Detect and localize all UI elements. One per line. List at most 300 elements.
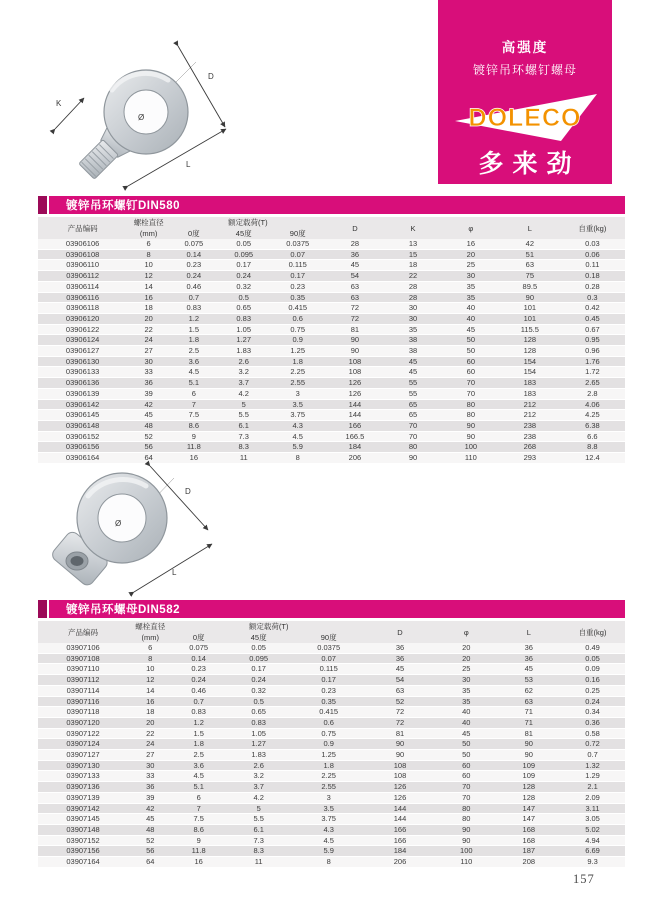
cell: 0.5 (225, 696, 293, 707)
cell: 7.3 (218, 431, 270, 442)
cell: 27 (128, 750, 172, 761)
cell: 5.1 (170, 378, 218, 389)
cell: 1.5 (172, 728, 225, 739)
cell: 52 (127, 431, 170, 442)
cell: 40 (435, 717, 498, 728)
cell: 4.94 (560, 835, 625, 846)
cell: 0.83 (170, 303, 218, 314)
cell: 0.9 (292, 739, 364, 750)
cell: 2.6 (225, 760, 293, 771)
cell: 0.05 (560, 653, 625, 664)
cell: 03907133 (38, 771, 128, 782)
cell: 0.23 (292, 685, 364, 696)
cell: 16 (128, 696, 172, 707)
cell: 1.05 (218, 324, 270, 335)
cell: 10 (127, 260, 170, 271)
cell: 10 (128, 664, 172, 675)
cell: 166 (365, 835, 435, 846)
cell: 0.17 (218, 260, 270, 271)
cell: 25 (435, 664, 498, 675)
cell: 8.3 (225, 846, 293, 857)
cell: 45 (384, 356, 442, 367)
cell: 50 (435, 750, 498, 761)
cell: 0.83 (225, 717, 293, 728)
cell: 0.17 (225, 664, 293, 675)
cell: 33 (127, 367, 170, 378)
cell: 90 (442, 431, 500, 442)
cell: 108 (326, 356, 385, 367)
table-row (38, 356, 625, 367)
table-row (38, 685, 625, 696)
cell: 28 (384, 292, 442, 303)
col-d: D (365, 621, 435, 644)
cell: 16 (172, 857, 225, 868)
cell: 1.76 (560, 356, 625, 367)
cell: 147 (498, 803, 561, 814)
cell: 0.6 (270, 313, 326, 324)
table-row (38, 846, 625, 857)
cell: 0.05 (218, 239, 270, 249)
cell: 03907122 (38, 728, 128, 739)
table-row (38, 388, 625, 399)
cell: 72 (365, 717, 435, 728)
cell: 3.11 (560, 803, 625, 814)
cell: 22 (128, 728, 172, 739)
cell: 28 (326, 239, 385, 249)
cell: 3.75 (270, 410, 326, 421)
cell: 18 (384, 260, 442, 271)
cell: 48 (127, 420, 170, 431)
cell: 36 (365, 653, 435, 664)
brand-tagline-line2: 镀锌吊环螺钉螺母 (472, 63, 577, 77)
cell: 1.27 (225, 739, 293, 750)
cell: 20 (442, 249, 500, 260)
table-row (38, 760, 625, 771)
cell: 36 (326, 249, 385, 260)
cell: 75 (500, 271, 560, 282)
cell: 6.1 (218, 420, 270, 431)
table-row (38, 675, 625, 686)
cell: 8 (127, 249, 170, 260)
cell: 90 (326, 346, 385, 357)
cell: 03906122 (38, 324, 127, 335)
cell: 36 (498, 643, 561, 653)
cell: 03907106 (38, 643, 128, 653)
cell: 115.5 (500, 324, 560, 335)
cell: 03907124 (38, 739, 128, 750)
cell: 90 (365, 739, 435, 750)
cell: 90 (498, 739, 561, 750)
cell: 27 (127, 346, 170, 357)
cell: 0.115 (292, 664, 364, 675)
din582-rows (38, 643, 625, 867)
cell: 45 (384, 367, 442, 378)
cell: 2.55 (270, 378, 326, 389)
cell: 52 (365, 696, 435, 707)
cell: 03906112 (38, 271, 127, 282)
table-row (38, 303, 625, 314)
cell: 0.07 (270, 249, 326, 260)
cell: 03906106 (38, 239, 127, 249)
cell: 1.05 (225, 728, 293, 739)
cell: 20 (435, 643, 498, 653)
cell: 54 (365, 675, 435, 686)
col-0deg: 0度 (170, 228, 218, 239)
cell: 60 (442, 367, 500, 378)
cell: 0.96 (560, 346, 625, 357)
cell: 0.83 (218, 313, 270, 324)
cell: 0.25 (560, 685, 625, 696)
cell: 11.8 (170, 442, 218, 453)
cell: 20 (435, 653, 498, 664)
cell: 90 (384, 453, 442, 464)
cell: 0.23 (270, 281, 326, 292)
cell: 1.8 (170, 335, 218, 346)
cell: 6.1 (225, 824, 293, 835)
col-l: L (500, 217, 560, 240)
nut-dim-l-label: L (172, 568, 177, 577)
cell: 5 (218, 399, 270, 410)
cell: 108 (365, 760, 435, 771)
table-row (38, 420, 625, 431)
table-row (38, 324, 625, 335)
table-row (38, 249, 625, 260)
col-bolt-diameter: 螺栓直径(mm) (127, 217, 170, 240)
table-row (38, 643, 625, 653)
cell: 62 (498, 685, 561, 696)
title-bar-accent (38, 600, 49, 618)
cell: 183 (500, 388, 560, 399)
table-row (38, 335, 625, 346)
cell: 5.1 (172, 782, 225, 793)
cell: 12 (127, 271, 170, 282)
cell: 60 (435, 760, 498, 771)
cell: 268 (500, 442, 560, 453)
cell: 16 (170, 453, 218, 464)
cell: 0.17 (292, 675, 364, 686)
table-row (38, 717, 625, 728)
cell: 0.415 (270, 303, 326, 314)
cell: 64 (128, 857, 172, 868)
din580-header (38, 217, 625, 240)
cell: 70 (384, 431, 442, 442)
cell: 03907142 (38, 803, 128, 814)
cell: 45 (127, 410, 170, 421)
cell: 16 (127, 292, 170, 303)
cell: 81 (365, 728, 435, 739)
title-bar-accent (38, 196, 49, 214)
cell: 110 (435, 857, 498, 868)
col-phi: φ (442, 217, 500, 240)
cell: 128 (498, 792, 561, 803)
cell: 6.69 (560, 846, 625, 857)
cell: 52 (128, 835, 172, 846)
cell: 108 (365, 771, 435, 782)
table-row (38, 750, 625, 761)
cell: 55 (384, 388, 442, 399)
cell: 18 (127, 303, 170, 314)
cell: 8.6 (170, 420, 218, 431)
cell: 183 (500, 378, 560, 389)
cell: 0.24 (225, 675, 293, 686)
cell: 5.5 (225, 814, 293, 825)
cell: 3.5 (292, 803, 364, 814)
cell: 38 (384, 335, 442, 346)
cell: 0.72 (560, 739, 625, 750)
cell: 70 (435, 782, 498, 793)
din580-title: 镀锌吊环螺钉DIN580 (66, 200, 180, 212)
cell: 03907116 (38, 696, 128, 707)
eye-bolt-photo (28, 34, 233, 192)
table-row (38, 824, 625, 835)
cell: 1.25 (270, 346, 326, 357)
cell: 28 (384, 281, 442, 292)
cell: 0.36 (560, 717, 625, 728)
cell: 154 (500, 356, 560, 367)
cell: 42 (127, 399, 170, 410)
table-row (38, 664, 625, 675)
cell: 0.09 (560, 664, 625, 675)
cell: 63 (500, 260, 560, 271)
col-weight: 自重(kg) (560, 217, 625, 240)
cell: 4.3 (270, 420, 326, 431)
page-number: 157 (573, 872, 595, 886)
col-d: D (326, 217, 385, 240)
cell: 12.4 (560, 453, 625, 464)
cell: 4.2 (218, 388, 270, 399)
cell: 1.32 (560, 760, 625, 771)
cell: 35 (384, 324, 442, 335)
cell: 0.115 (270, 260, 326, 271)
cell: 65 (384, 410, 442, 421)
din582-section (38, 600, 625, 868)
cell: 0.58 (560, 728, 625, 739)
cell: 03907114 (38, 685, 128, 696)
cell: 2.6 (218, 356, 270, 367)
cell: 1.83 (218, 346, 270, 357)
cell: 2.09 (560, 792, 625, 803)
table-row (38, 313, 625, 324)
cell: 35 (442, 292, 500, 303)
table-row (38, 653, 625, 664)
cell: 03906156 (38, 442, 127, 453)
cell: 72 (326, 303, 385, 314)
cell: 6 (127, 239, 170, 249)
cell: 166 (365, 824, 435, 835)
cell: 90 (442, 420, 500, 431)
cell: 212 (500, 410, 560, 421)
cell: 30 (127, 356, 170, 367)
cell: 166 (326, 420, 385, 431)
cell: 1.2 (172, 717, 225, 728)
cell: 206 (326, 453, 385, 464)
cell: 20 (127, 313, 170, 324)
col-product-code: 产品编码 (38, 217, 127, 240)
cell: 0.34 (560, 707, 625, 718)
cell: 03907108 (38, 653, 128, 664)
nut-dim-phi-label: Ø (115, 519, 122, 528)
nut-dim-d-label: D (185, 487, 191, 496)
cell: 0.075 (170, 239, 218, 249)
cell: 187 (498, 846, 561, 857)
table-row (38, 782, 625, 793)
cell: 0.415 (292, 707, 364, 718)
cell: 70 (384, 420, 442, 431)
cell: 168 (498, 824, 561, 835)
table-row (38, 857, 625, 868)
cell: 24 (127, 335, 170, 346)
cell: 39 (128, 792, 172, 803)
cell: 0.06 (560, 249, 625, 260)
table-row (38, 728, 625, 739)
table-row (38, 410, 625, 421)
cell: 0.095 (225, 653, 293, 664)
eye-nut-drawing (50, 473, 174, 588)
cell: 03906127 (38, 346, 127, 357)
din582-title: 镀锌吊环螺母DIN582 (66, 604, 180, 616)
din580-rows (38, 239, 625, 463)
cell: 40 (435, 707, 498, 718)
cell: 238 (500, 420, 560, 431)
cell: 8 (270, 453, 326, 464)
bolt-dim-d-label: D (208, 72, 214, 81)
cell: 7.5 (170, 410, 218, 421)
cell: 147 (498, 814, 561, 825)
cell: 109 (498, 771, 561, 782)
cell: 0.7 (170, 292, 218, 303)
cell: 80 (442, 399, 500, 410)
cell: 109 (498, 760, 561, 771)
cell: 5.02 (560, 824, 625, 835)
cell: 128 (498, 782, 561, 793)
cell: 71 (498, 717, 561, 728)
cell: 6 (172, 792, 225, 803)
cell: 0.83 (172, 707, 225, 718)
cell: 81 (498, 728, 561, 739)
cell: 35 (435, 696, 498, 707)
cell: 0.65 (218, 303, 270, 314)
cell: 56 (128, 846, 172, 857)
cell: 128 (500, 335, 560, 346)
cell: 8.8 (560, 442, 625, 453)
cell: 03907152 (38, 835, 128, 846)
cell: 110 (442, 453, 500, 464)
col-product-code: 产品编码 (38, 621, 128, 644)
cell: 03907148 (38, 824, 128, 835)
cell: 20 (128, 717, 172, 728)
cell: 0.16 (560, 675, 625, 686)
cell: 0.45 (560, 313, 625, 324)
cell: 6.6 (560, 431, 625, 442)
cell: 0.14 (172, 653, 225, 664)
cell: 144 (326, 410, 385, 421)
cell: 64 (127, 453, 170, 464)
logo-text: DOLECO (468, 104, 582, 132)
cell: 30 (384, 313, 442, 324)
cell: 9 (172, 835, 225, 846)
cell: 1.8 (292, 760, 364, 771)
cell: 33 (128, 771, 172, 782)
cell: 0.75 (270, 324, 326, 335)
cell: 03906110 (38, 260, 127, 271)
col-bolt-diameter: 螺栓直径(mm) (128, 621, 172, 644)
col-90deg: 90度 (292, 632, 364, 643)
cell: 03906164 (38, 453, 127, 464)
cell: 63 (326, 292, 385, 303)
cell: 03906152 (38, 431, 127, 442)
cell: 40 (442, 313, 500, 324)
cell: 0.42 (560, 303, 625, 314)
cell: 45 (326, 260, 385, 271)
col-phi: φ (435, 621, 498, 644)
cell: 0.95 (560, 335, 625, 346)
cell: 03907130 (38, 760, 128, 771)
cell: 38 (384, 346, 442, 357)
cell: 90 (326, 335, 385, 346)
cell: 0.03 (560, 239, 625, 249)
cell: 2.25 (292, 771, 364, 782)
cell: 24 (128, 739, 172, 750)
brand-tagline-line1: 高强度 (501, 40, 549, 55)
cell: 1.27 (218, 335, 270, 346)
cell: 4.5 (172, 771, 225, 782)
cell: 56 (127, 442, 170, 453)
cell: 6.38 (560, 420, 625, 431)
cell: 0.7 (172, 696, 225, 707)
cell: 4.3 (292, 824, 364, 835)
cell: 0.24 (172, 675, 225, 686)
cell: 03906118 (38, 303, 127, 314)
cell: 14 (128, 685, 172, 696)
cell: 2.1 (560, 782, 625, 793)
bolt-dim-phi-label: Ø (138, 113, 145, 122)
cell: 03906139 (38, 388, 127, 399)
cell: 3.75 (292, 814, 364, 825)
cell: 154 (500, 367, 560, 378)
cell: 293 (500, 453, 560, 464)
cell: 90 (435, 835, 498, 846)
cell: 8 (292, 857, 364, 868)
col-rated-load-group: 额定载荷(T) (170, 217, 326, 229)
cell: 80 (384, 442, 442, 453)
cell: 03907110 (38, 664, 128, 675)
cell: 3.2 (225, 771, 293, 782)
table-row (38, 696, 625, 707)
cell: 5.5 (218, 410, 270, 421)
cell: 6 (128, 643, 172, 653)
cell: 0.14 (170, 249, 218, 260)
cell: 70 (442, 388, 500, 399)
table-row (38, 239, 625, 249)
cell: 2.55 (292, 782, 364, 793)
cell: 54 (326, 271, 385, 282)
cell: 1.72 (560, 367, 625, 378)
cell: 03907118 (38, 707, 128, 718)
cell: 0.3 (560, 292, 625, 303)
table-row (38, 378, 625, 389)
table-row (38, 707, 625, 718)
cell: 42 (128, 803, 172, 814)
col-0deg: 0度 (172, 632, 225, 643)
cell: 7.3 (225, 835, 293, 846)
cell: 63 (365, 685, 435, 696)
cell: 0.24 (170, 271, 218, 282)
cell: 18 (128, 707, 172, 718)
cell: 50 (435, 739, 498, 750)
cell: 80 (442, 410, 500, 421)
cell: 0.23 (172, 664, 225, 675)
brand-header (438, 0, 612, 184)
